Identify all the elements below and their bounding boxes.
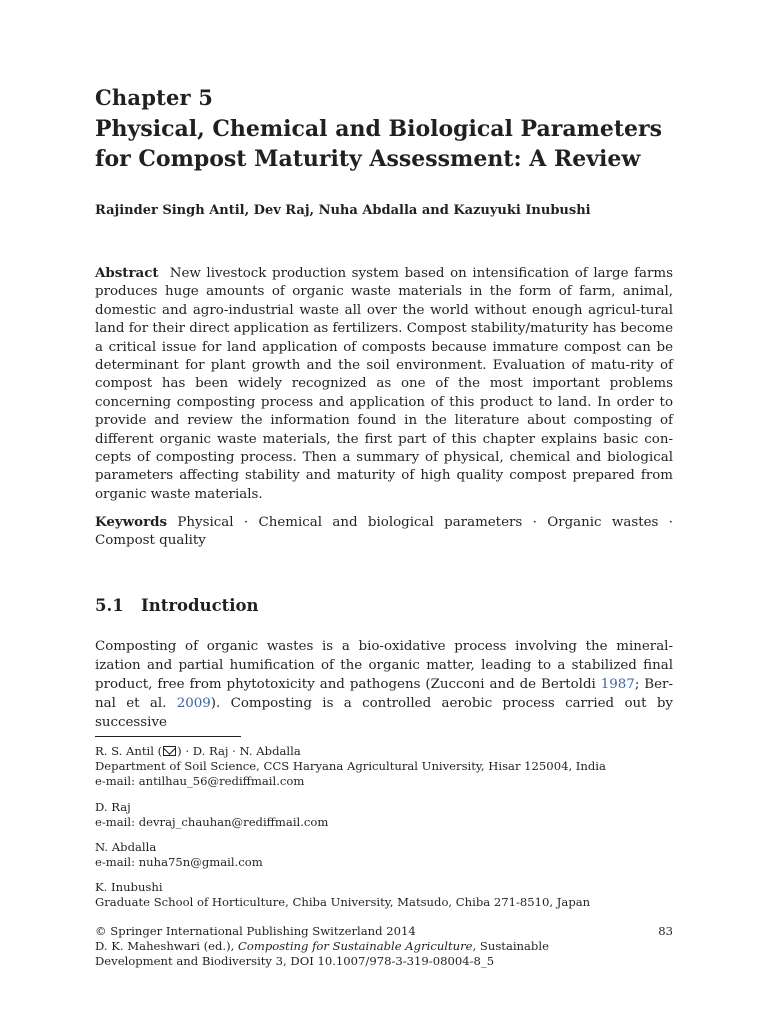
copyright-line: © Springer International Publishing Switzerland 2014 xyxy=(95,924,416,938)
imprint xyxy=(95,924,685,970)
keywords-text: Physical · Chemical and biological parameters · Organic wastes · Compost quality xyxy=(95,515,673,549)
keywords xyxy=(95,513,673,551)
footnote-email-abdalla[interactable]: e-mail: nuha75n@gmail.com xyxy=(95,855,263,870)
footnote-author-antil: R. S. Antil ( xyxy=(95,744,163,758)
footnote-antil xyxy=(95,744,685,790)
footnote-name-inubushi: K. Inubushi xyxy=(95,880,163,894)
footnote-name-raj: D. Raj xyxy=(95,800,131,814)
abstract xyxy=(95,264,673,504)
book-series-start: Sustainable xyxy=(476,939,549,954)
chapter-title xyxy=(95,114,695,174)
section-heading xyxy=(95,596,259,615)
footnote-name-abdalla: N. Abdalla xyxy=(95,840,157,854)
envelope-icon[interactable] xyxy=(163,746,176,756)
page-number: 83 xyxy=(658,924,673,938)
citation-link-2009[interactable]: 2009 xyxy=(176,696,211,711)
footnote-authors-line xyxy=(95,744,685,759)
footnote-affiliation-inubushi: Graduate School of Horticulture, Chiba University, Matsudo, Chiba 271-8510, Japan xyxy=(95,895,591,910)
section-number: 5.1 xyxy=(95,596,124,615)
chapter-label: Chapter 5 xyxy=(95,85,214,110)
footnote-divider xyxy=(95,736,241,737)
book-title: Composting for Sustainable Agriculture, xyxy=(237,939,477,954)
book-editor: D. K. Maheshwari (ed.), xyxy=(95,939,238,954)
intro-text-3: ). Composting is a controlled aerobic process carried out by successive xyxy=(95,696,673,730)
footnote-email-raj[interactable]: e-mail: devraj_chauhan@rediffmail.com xyxy=(95,815,329,830)
footnote-abdalla xyxy=(95,840,685,870)
intro-text-1: Composting of organic wastes is a bio-oxidative process involving the mineral-ization and partial humification of the organic matter, leading to a stabilized final product, free from phytotoxicity and pathogens (Zucconi and de Bertoldi xyxy=(95,639,673,692)
abstract-label: Abstract xyxy=(95,265,159,281)
chapter-title-line-1: Physical, Chemical and Biological Parameters xyxy=(95,116,663,142)
intro-text-2: ; Ber-nal et al. xyxy=(95,677,673,711)
intro-paragraph xyxy=(95,637,673,732)
citation-link-1987[interactable]: 1987 xyxy=(600,677,635,692)
footnote-author-others: ) · D. Raj · N. Abdalla xyxy=(177,744,301,758)
footnote-raj xyxy=(95,800,685,830)
abstract-text: New livestock production system based on intensification of large farms produces huge amounts of organic waste materials in the form of farm, animal, domestic and agro-industrial waste all over the world without enough agricul-tural land for their direct application as fertilizers. Compost stability/maturity has become a critical issue for land application of composts because immature compost can be determinant for plant growth and the soil environment. Evaluation of matu-rity of compost has been widely recognized as one of the most important problems concerning composting process and application of this product to land. In order to provide and review the information found in the literature about composting of different organic waste materials, the first part of this chapter explains basic con-cepts of composting process. Then a summary of physical, chemical and biological parameters affecting stability and maturity of high quality compost prepared from organic waste materials. xyxy=(95,266,674,502)
footnote-department: Department of Soil Science, CCS Haryana Agricultural University, Hisar 125004, India xyxy=(95,759,606,774)
footnote-inubushi xyxy=(95,880,685,910)
series-doi-line: Development and Biodiversity 3, DOI 10.1007/978-3-319-08004-8_5 xyxy=(95,954,495,969)
section-title: Introduction xyxy=(141,596,259,615)
footnote-email-antil[interactable]: e-mail: antilhau_56@rediffmail.com xyxy=(95,774,305,789)
keywords-label: Keywords xyxy=(95,514,168,530)
author-list: Rajinder Singh Antil, Dev Raj, Nuha Abdalla and Kazuyuki Inubushi xyxy=(95,203,591,218)
chapter-title-line-2: for Compost Maturity Assessment: A Review xyxy=(95,146,641,172)
book-citation-line xyxy=(95,939,685,954)
